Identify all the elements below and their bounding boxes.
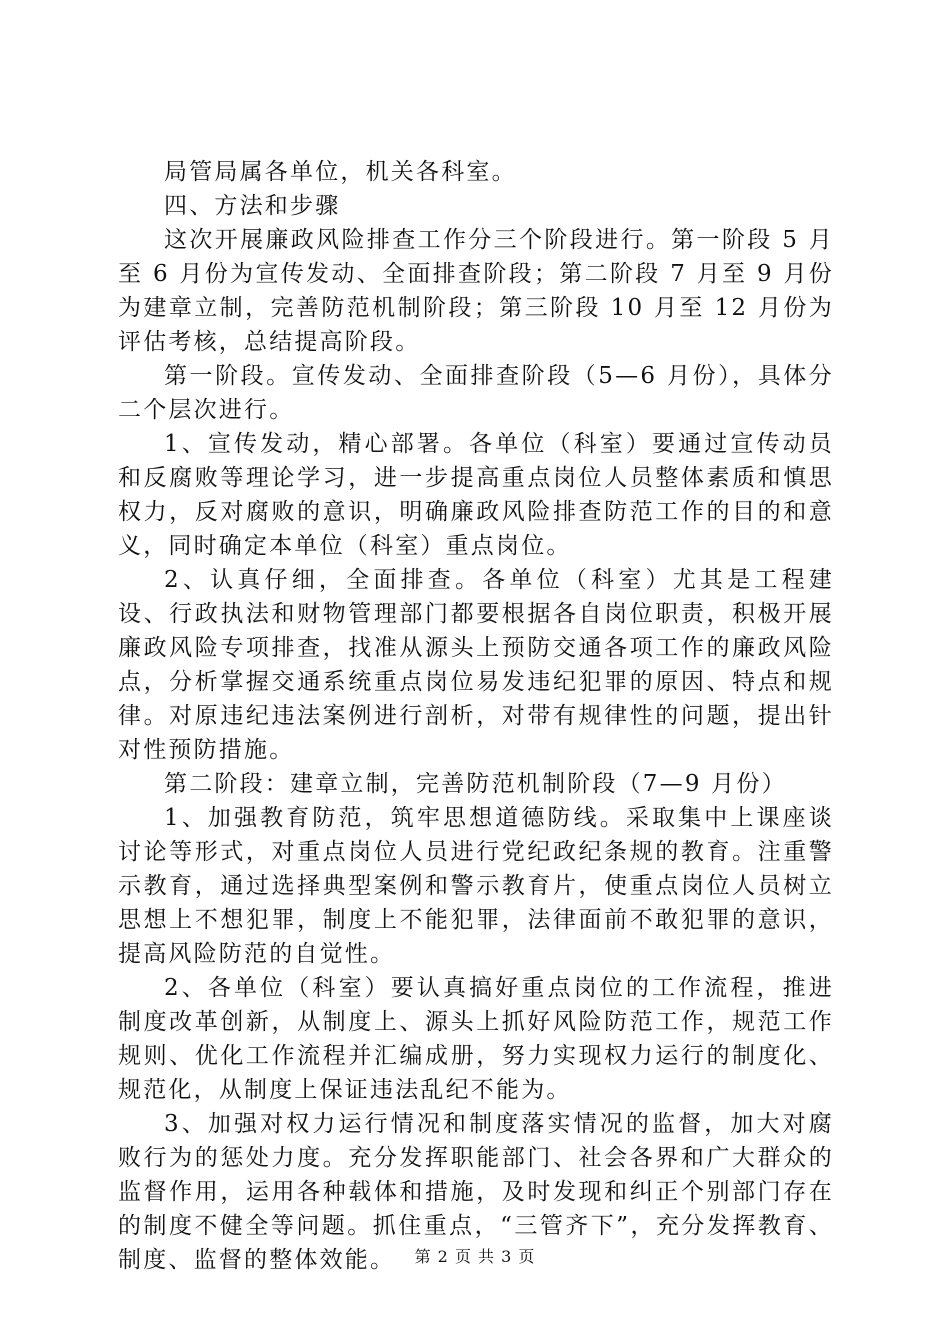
paragraph-phase-two-item-3: 3、加强对权力运行情况和制度落实情况的监督，加大对腐败行为的惩处力度。充分发挥职能部门、社会各界和广大群众的监督作用，运用各种载体和措施，及时发现和纠正个别部门存在的制度不健全等问题。抓住重点，“三管齐下”，充分发挥教育、制度、监督的整体效能。 bbox=[118, 1111, 834, 1273]
paragraph-phase-two-item-1: 1、加强教育防范，筑牢思想道德防线。采取集中上课座谈讨论等形式，对重点岗位人员进行党纪政纪条规的教育。注重警示教育，通过选择典型案例和警示教育片，使重点岗位人员树立思想上不想犯罪，制度上不能犯罪，法律面前不敢犯罪的意识，提高风险防范的自觉性。 bbox=[118, 805, 834, 967]
paragraph-phase-two-item-2: 2、各单位（科室）要认真搞好重点岗位的工作流程，推进制度改革创新，从制度上、源头上抓好风险防范工作，规范工作规则、优化工作流程并汇编成册，努力实现权力运行的制度化、规范化，从制度上保证违法乱纪不能为。 bbox=[118, 975, 834, 1103]
section-heading-methods-steps: 四、方法和步骤 bbox=[164, 193, 341, 219]
document-body bbox=[118, 155, 834, 1277]
paragraph-recipients: 局管局属各单位，机关各科室。 bbox=[164, 159, 517, 185]
page-footer: 第 2 页 共 3 页 bbox=[414, 1247, 536, 1266]
phase-two-heading: 第二阶段：建章立制，完善防范机制阶段（7—9 月份） bbox=[164, 771, 787, 797]
paragraph-phase-one-item-2: 2、认真仔细，全面排查。各单位（科室）尤其是工程建设、行政执法和财物管理部门都要根据各自岗位职责，积极开展廉政风险专项排查，找准从源头上预防交通各项工作的廉政风险点，分析掌握交通系统重点岗位易发违纪犯罪的原因、特点和规律。对原违纪违法案例进行剖析，对带有规律性的问题，提出针对性预防措施。 bbox=[118, 567, 834, 763]
phase-one-heading: 第一阶段。宣传发动、全面排查阶段（5—6 月份），具体分二个层次进行。 bbox=[118, 363, 834, 423]
paragraph-phase-one-item-1: 1、宣传发动，精心部署。各单位（科室）要通过宣传动员和反腐败等理论学习，进一步提高重点岗位人员整体素质和慎思权力，反对腐败的意识，明确廉政风险排查防范工作的目的和意义，同时确定本单位（科室）重点岗位。 bbox=[118, 431, 834, 559]
paragraph-phases-overview: 这次开展廉政风险排查工作分三个阶段进行。第一阶段 5 月至 6 月份为宣传发动、全面排查阶段；第二阶段 7 月至 9 月份为建章立制，完善防范机制阶段；第三阶段 10 月至 12 月份为评估考核，总结提高阶段。 bbox=[118, 227, 834, 355]
